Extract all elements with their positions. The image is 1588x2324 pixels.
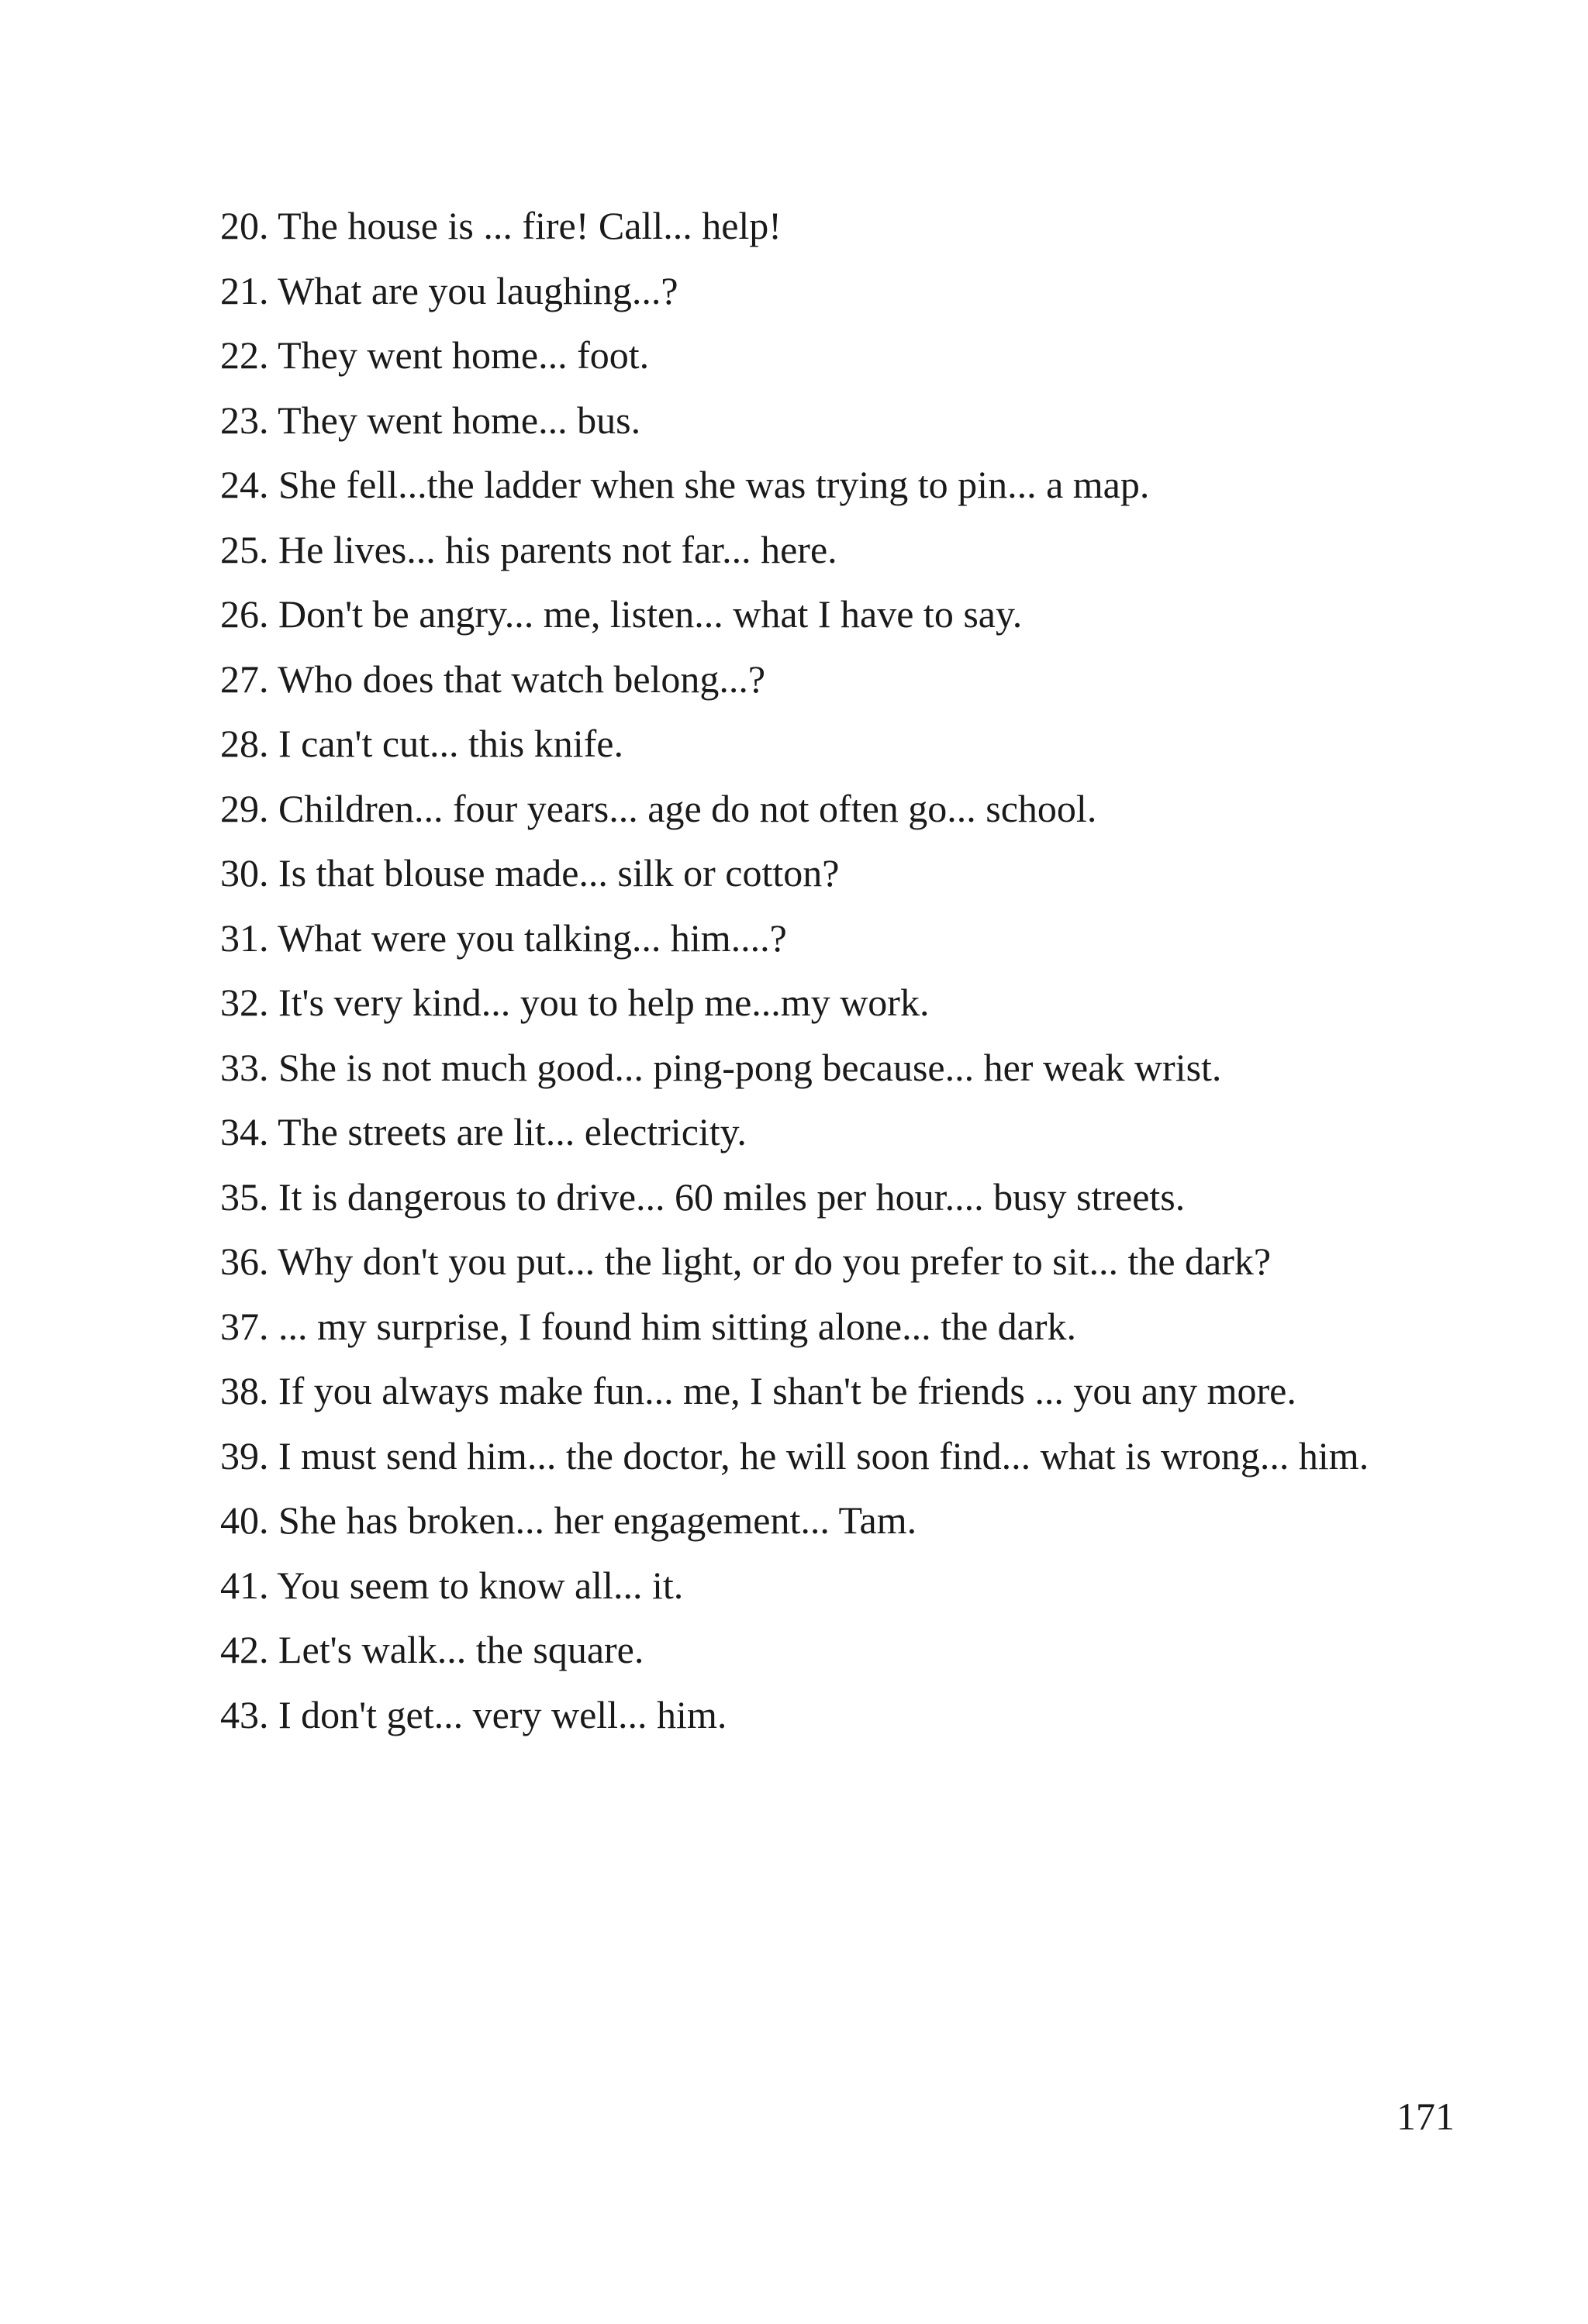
item-number: 28.	[220, 722, 269, 765]
page-number: 171	[1396, 2095, 1455, 2138]
item-number: 36.	[220, 1240, 269, 1283]
item-number: 33.	[220, 1045, 269, 1089]
item-number: 43.	[220, 1692, 269, 1736]
exercise-item	[147, 1424, 1450, 1489]
item-number: 27.	[220, 657, 269, 701]
exercise-item	[147, 388, 1450, 453]
exercise-item	[147, 518, 1450, 583]
item-text: Don't be angry... me, listen... what I have to say.	[278, 592, 1023, 636]
exercise-item	[147, 323, 1450, 388]
item-number: 37.	[220, 1304, 269, 1348]
item-text: Is that blouse made... silk or cotton?	[278, 851, 840, 895]
item-text: She is not much good... ping-pong because... her weak wrist.	[278, 1045, 1222, 1089]
item-text: They went home... foot.	[278, 333, 650, 377]
item-number: 38.	[220, 1369, 269, 1412]
exercise-item	[147, 1488, 1450, 1553]
item-number: 31.	[220, 915, 269, 960]
exercise-item	[147, 1036, 1450, 1101]
exercise-item	[147, 1295, 1450, 1360]
item-number: 21.	[220, 268, 269, 312]
item-text: It is dangerous to drive... 60 miles per hour.... busy streets.	[278, 1174, 1186, 1219]
item-number: 29.	[220, 786, 269, 830]
item-text: Why don't you put... the light, or do you prefer to sit... the dark?	[278, 1240, 1272, 1283]
exercise-item	[147, 1229, 1450, 1295]
exercise-item	[147, 1165, 1450, 1230]
item-text: What are you laughing...?	[278, 268, 678, 312]
item-number: 22.	[220, 333, 269, 377]
exercise-item	[147, 582, 1450, 647]
exercise-item	[147, 841, 1450, 906]
exercise-item	[147, 259, 1450, 324]
item-number: 30.	[220, 851, 269, 895]
exercise-item	[147, 1359, 1450, 1424]
item-number: 34.	[220, 1110, 269, 1153]
item-number: 23.	[220, 398, 269, 442]
item-number: 39.	[220, 1433, 269, 1477]
item-text: The streets are lit... electricity.	[278, 1110, 747, 1153]
item-text: She has broken... her engagement... Tam.	[278, 1498, 917, 1542]
item-text: It's very kind... you to help me...my work.	[278, 981, 930, 1024]
item-text: I don't get... very well... him.	[278, 1692, 727, 1736]
item-text: If you always make fun... me, I shan't be friends ... you any more.	[278, 1369, 1296, 1412]
item-text: Let's walk... the square.	[278, 1628, 644, 1671]
exercise-item	[147, 971, 1450, 1036]
item-number: 26.	[220, 592, 269, 636]
exercise-item	[147, 777, 1450, 842]
item-number: 32.	[220, 981, 269, 1024]
exercise-list	[147, 194, 1450, 1747]
exercise-item	[147, 647, 1450, 712]
item-number: 41.	[220, 1563, 269, 1607]
item-number: 40.	[220, 1498, 269, 1542]
item-text: They went home... bus.	[278, 398, 641, 442]
item-text: You seem to know all... it.	[277, 1563, 684, 1607]
exercise-item	[147, 906, 1450, 971]
item-text: ... my surprise, I found him sitting alone... the dark.	[278, 1304, 1077, 1348]
item-text: The house is ... fire! Call... help!	[278, 204, 782, 247]
item-text: She fell...the ladder when she was trying to pin... a map.	[278, 463, 1150, 506]
item-text: I must send him... the doctor, he will soon find... what is wrong... him.	[278, 1433, 1369, 1477]
item-number: 42.	[220, 1628, 269, 1671]
exercise-item	[147, 1683, 1450, 1748]
item-number: 20.	[220, 204, 269, 247]
exercise-item	[147, 712, 1450, 777]
exercise-item	[147, 1553, 1450, 1619]
item-text: I can't cut... this knife.	[278, 722, 623, 765]
item-number: 25.	[220, 527, 269, 571]
item-text: He lives... his parents not far... here.	[278, 527, 837, 571]
item-number: 35.	[220, 1174, 269, 1219]
exercise-item	[147, 1618, 1450, 1683]
item-text: Children... four years... age do not often go... school.	[278, 786, 1097, 830]
item-text: What were you talking... him....?	[278, 915, 787, 960]
item-number: 24.	[220, 463, 269, 506]
exercise-item	[147, 194, 1450, 259]
item-text: Who does that watch belong...?	[278, 657, 766, 701]
exercise-item	[147, 1100, 1450, 1165]
exercise-item	[147, 453, 1450, 518]
